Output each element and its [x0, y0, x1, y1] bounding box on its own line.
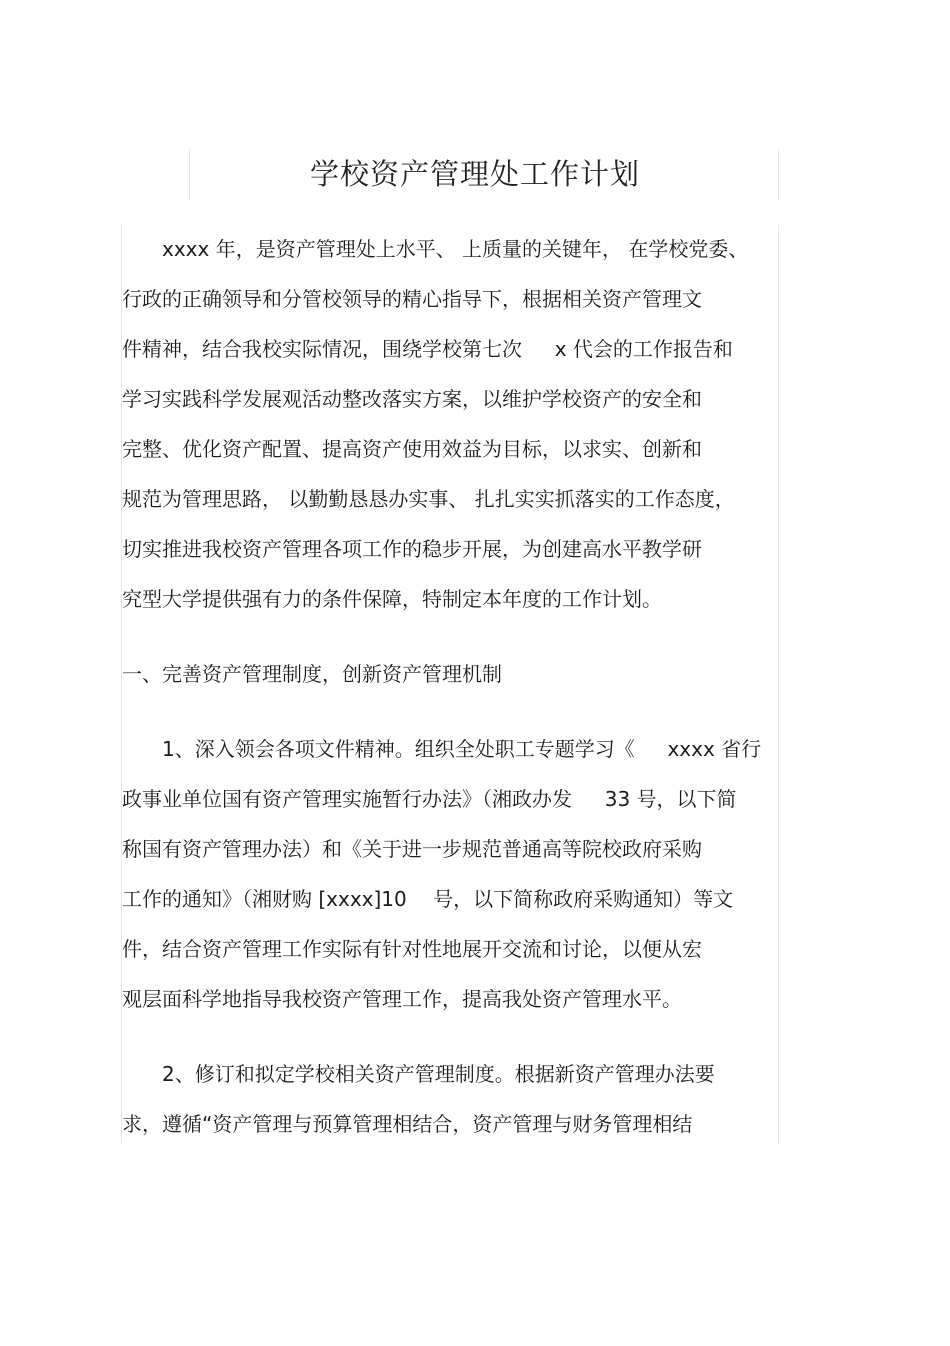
paragraph-line: 完整、优化资产配置、提高资产使用效益为目标，以求实、创新和 [122, 437, 702, 461]
margin-rule-body-right [778, 225, 779, 1145]
document-title: 学校资产管理处工作计划 [309, 157, 640, 191]
paragraph-line: 规范为管理思路， 以勤勤恳恳办实事、 扎扎实实抓落实的工作态度， [122, 487, 735, 511]
paragraph-line: 学习实践科学发展观活动整改落实方案，以维护学校资产的安全和 [122, 387, 702, 411]
paragraph-line: 件，结合资产管理工作实际有针对性地展开交流和讨论，以便从宏 [122, 937, 702, 961]
paragraph-line: 工作的通知》（湘财购 [xxxx]10 号，以下简称政府采购通知）等文 [122, 887, 734, 911]
paragraph-line: 2、修订和拟定学校相关资产管理制度。根据新资产管理办法要 [162, 1062, 715, 1086]
section-heading: 一、完善资产管理制度，创新资产管理机制 [122, 662, 502, 686]
paragraph-line: 求，遵循“资产管理与预算管理相结合，资产管理与财务管理相结 [122, 1112, 693, 1136]
paragraph-line: 观层面科学地指导我校资产管理工作，提高我处资产管理水平。 [122, 987, 682, 1011]
paragraph-line: 究型大学提供强有力的条件保障，特制定本年度的工作计划。 [122, 587, 662, 611]
paragraph-line: xxxx 年，是资产管理处上水平、 上质量的关键年， 在学校党委、 [162, 237, 749, 261]
paragraph-line: 1、深入领会各项文件精神。组织全处职工专题学习《 xxxx 省行 [162, 737, 762, 761]
paragraph-line: 件精神，结合我校实际情况，围绕学校第七次 x 代会的工作报告和 [122, 337, 733, 361]
paragraph-line: 切实推进我校资产管理各项工作的稳步开展，为创建高水平教学研 [122, 537, 702, 561]
paragraph-line: 政事业单位国有资产管理实施暂行办法》（湘政办发 33 号，以下简 [122, 787, 737, 811]
paragraph-line: 行政的正确领导和分管校领导的精心指导下，根据相关资产管理文 [122, 287, 702, 311]
paragraph-line: 称国有资产管理办法）和《关于进一步规范普通高等院校政府采购 [122, 837, 702, 861]
